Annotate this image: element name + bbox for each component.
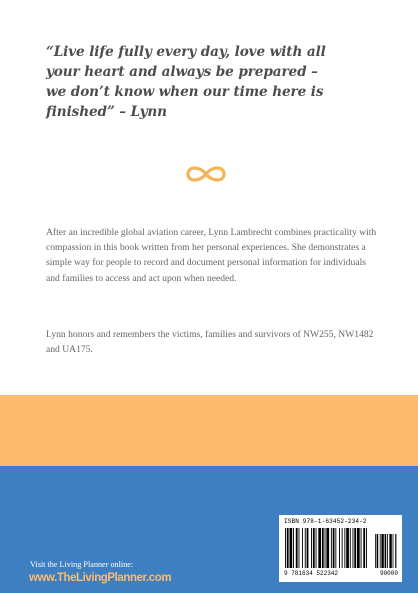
barcode-main-number: 9 781634 522342 bbox=[284, 570, 339, 577]
description-paragraph-2: Lynn honors and remembers the victims, families and survivors of NW255, NW1482 and UA175. bbox=[46, 329, 374, 356]
barcode-price-code: 90000 bbox=[379, 570, 398, 577]
barcode-bars bbox=[285, 528, 397, 568]
quote-line-3: we don’t know when our time here is bbox=[46, 84, 324, 100]
quote-line-4: finished” – Lynn bbox=[46, 104, 167, 120]
description-paragraph-1: After an incredible global aviation career, Lynn Lambrecht combines practicality with compassion in this book written from her personal experiences. She demonstrates a simple way for people to record and document personal information for individuals and families to access and act upon when needed. bbox=[46, 227, 377, 284]
quote-line-2: your heart and always be prepared – bbox=[46, 64, 318, 80]
infinity-icon bbox=[182, 162, 230, 186]
visit-text: Visit the Living Planner online: bbox=[30, 560, 134, 569]
isbn-label: ISBN 978-1-63452-234-2 bbox=[284, 518, 367, 525]
barcode-box bbox=[279, 515, 402, 582]
barcode-number bbox=[284, 570, 398, 577]
orange-band bbox=[0, 395, 418, 466]
quote-line-1: “Live life fully every day, love with all bbox=[46, 44, 326, 60]
back-cover-quote bbox=[46, 42, 386, 122]
website-link[interactable]: www.TheLivingPlanner.com bbox=[29, 570, 172, 584]
